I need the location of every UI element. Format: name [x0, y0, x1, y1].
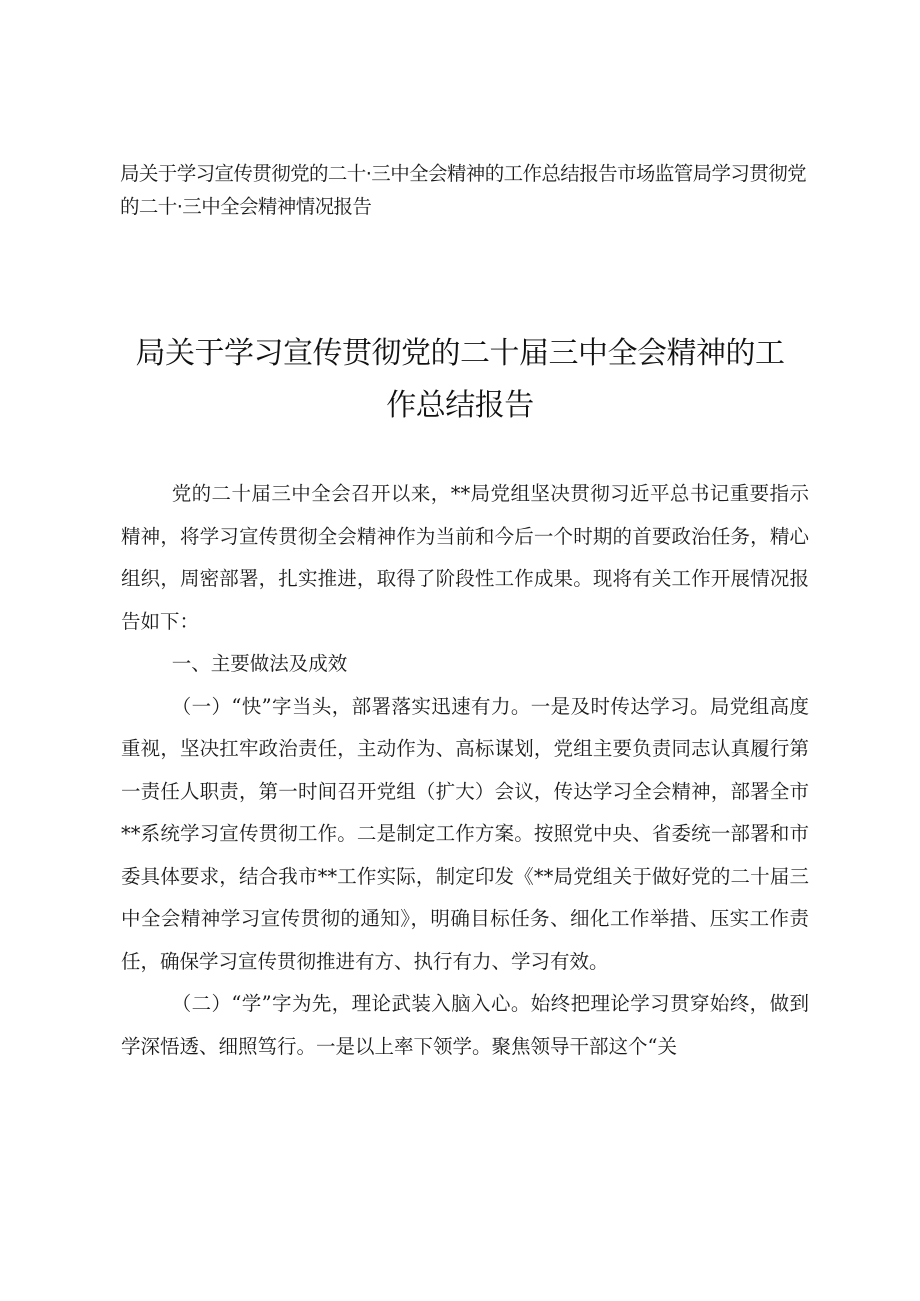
body-paragraph-2: （二）“学”字为先，理论武装入脑入心。始终把理论学习贯穿始终，做到学深悟透、细照笃行。一是以上率下领学。聚焦领导干部这个“关	[121, 992, 809, 1058]
document-title: 局关于学习宣传贯彻党的二十届三中全会精神的工作总结报告	[135, 336, 785, 423]
document-header-caption: 局关于学习宣传贯彻党的二十·三中全会精神的工作总结报告市场监管局学习贯彻党的二十·三中全会精神情况报告	[120, 162, 806, 218]
document-body	[121, 473, 809, 1068]
body-paragraph-1: （一）“快”字当头，部署落实迅速有力。一是及时传达学习。局党组高度重视，坚决扛牢政治责任，主动作为、高标谋划，党组主要负责同志认真履行第一责任人职责，第一时间召开党组（扩大）会议，传达学习全会精神，部署全市**系统学习宣传贯彻工作。二是制定工作方案。按照党中央、省委统一部署和市委具体要求，结合我市**工作实际，制定印发《**局党组关于做好党的二十届三中全会精神学习宣传贯彻的通知》，明确目标任务、细化工作举措、压实工作责任，确保学习宣传贯彻推进有方、执行有力、学习有效。	[121, 694, 809, 973]
section-heading: 一、主要做法及成效	[171, 652, 348, 675]
intro-paragraph: 党的二十届三中全会召开以来，**局党组坚决贯彻习近平总书记重要指示精神，将学习宣传贯彻全会精神作为当前和今后一个时期的首要政治任务，精心组织，周密部署，扎实推进，取得了阶段性工作成果。现将有关工作开展情况报告如下：	[121, 482, 809, 633]
